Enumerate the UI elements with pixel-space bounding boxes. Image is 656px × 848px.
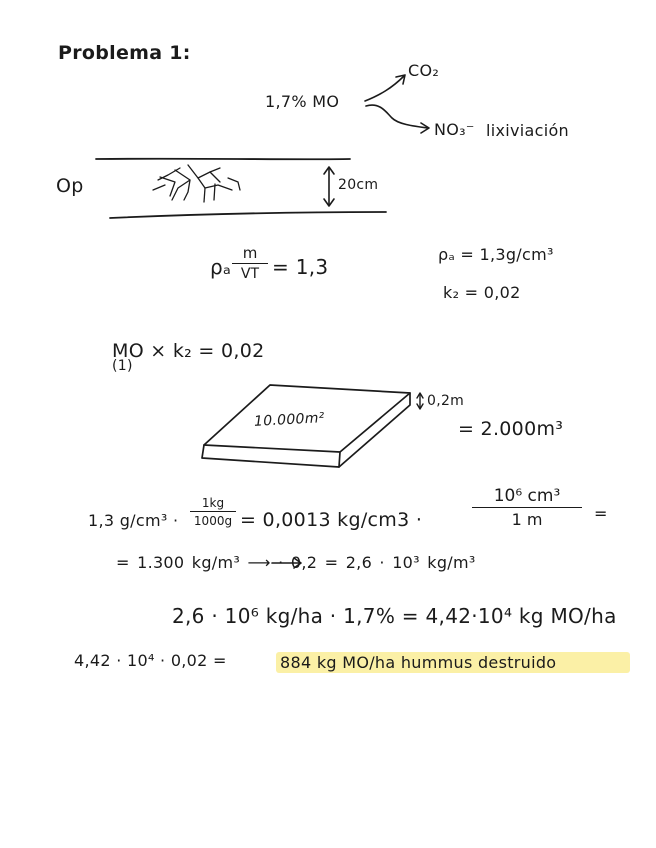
arrow-to-co2	[365, 76, 404, 101]
conversion-start: 1,3 g/cm³ ·	[88, 511, 179, 530]
organic-matter-label: 1,7% MO	[265, 92, 340, 111]
volume-fraction	[472, 486, 582, 529]
mineralization-note: (1)	[112, 358, 133, 374]
kg-fraction	[190, 496, 236, 528]
density-result: = 1,3	[272, 255, 329, 279]
given-density: ρₐ = 1,3g/cm³	[438, 245, 554, 264]
arrow-to-nitrate-head	[421, 123, 429, 133]
soil-top-line	[96, 159, 350, 160]
nitrate-label: NO₃⁻	[434, 120, 475, 139]
depth-label: 20cm	[338, 177, 379, 193]
arrow-to-co2-head	[396, 75, 405, 84]
result-line: 2,6 · 10⁶ kg/ha · 1,7% = 4,42·10⁴ kg MO/ha	[172, 604, 617, 628]
volume-fraction-num: 10⁶ cm³	[493, 486, 561, 506]
conversion-mid: = 0,0013 kg/cm3 ·	[240, 509, 423, 531]
density-denominator: VT	[240, 266, 260, 282]
page-title: Problema 1:	[58, 42, 191, 64]
density-fraction	[232, 244, 268, 282]
volume-fraction-den: 1 m	[511, 510, 543, 529]
final-line-lead: 4,42 · 10⁴ · 0,02 =	[74, 651, 227, 670]
roots-sketch	[153, 165, 240, 202]
fraction-bar	[472, 507, 582, 508]
conversion-end: =	[594, 504, 608, 523]
slab-area: 10.000m²	[253, 410, 326, 430]
fraction-bar	[232, 263, 268, 264]
density-symbol: ρₐ	[210, 255, 232, 279]
horizon-label: Op	[56, 175, 84, 197]
fraction-bar	[190, 511, 236, 512]
soil-bottom-line	[110, 212, 386, 218]
co2-label: CO₂	[408, 61, 440, 80]
slab-thickness: 0,2m	[427, 393, 465, 409]
leaching-label: lixiviación	[486, 121, 569, 140]
conversion-line-2: = 1.300 kg/m³ ⟶ · 0,2 = 2,6 · 10³ kg/m³	[116, 553, 476, 572]
given-k2: k₂ = 0,02	[443, 283, 521, 302]
arrow-to-nitrate	[366, 105, 428, 128]
mineralization-equation: MO × k₂ = 0,02	[112, 340, 265, 362]
final-line-result: 884 kg MO/ha hummus destruido	[280, 653, 557, 672]
slab-volume: = 2.000m³	[458, 418, 564, 440]
density-numerator: m	[242, 244, 258, 262]
kg-fraction-num: 1kg	[201, 496, 225, 510]
kg-fraction-den: 1000g	[193, 514, 233, 528]
